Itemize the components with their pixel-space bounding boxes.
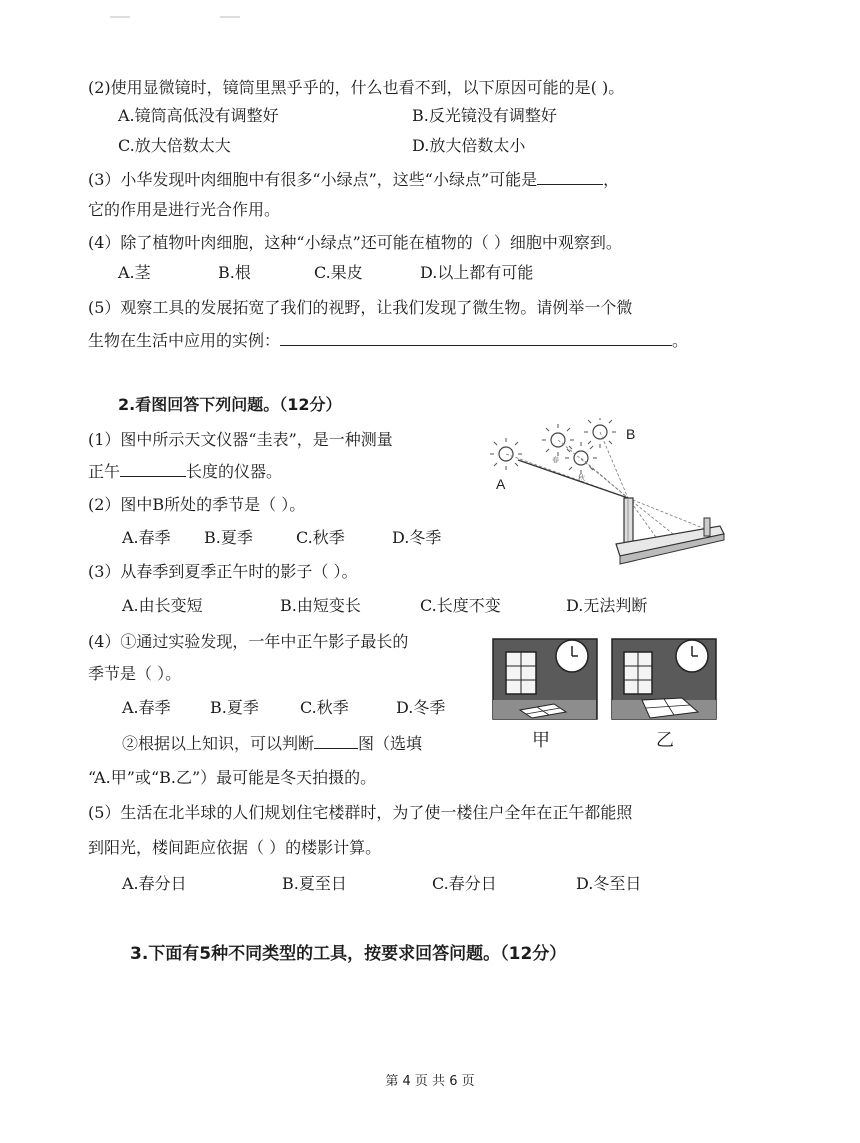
q1-p2-option-a: A.镜筒高低没有调整好: [118, 106, 279, 125]
q2-p4-line3: [122, 734, 422, 754]
q2-p5-option-a: A.春分日: [122, 874, 187, 893]
q2-p2-option-b: B.夏季: [204, 528, 253, 547]
q1-p5-line2-end: 。: [672, 331, 689, 350]
q1-p3-line2: 它的作用是进行光合作用。: [88, 200, 281, 219]
q2-p2-option-a: A.春季: [122, 528, 171, 547]
q1-p5-line1: (5）观察工具的发展拓宽了我们的视野，让我们发现了微生物。请例举一个微: [88, 298, 633, 317]
q2-p5-option-c: C.春分日: [432, 874, 497, 893]
caption-jia: 甲: [532, 730, 550, 751]
q2-p5-option-b: B.夏至日: [282, 874, 347, 893]
q2-p1-line1: (1）图中所示天文仪器“圭表”，是一种测量: [88, 430, 393, 449]
q1-p4-option-b: B.根: [218, 263, 251, 282]
q2-p4-line3-end: 图（选填: [358, 734, 423, 753]
q2-p4-option-c: C.秋季: [300, 698, 349, 717]
q2-p1-answer-blank[interactable]: [120, 462, 186, 477]
gnomon-figure: [488, 418, 728, 568]
q1-p3-answer-blank[interactable]: [537, 170, 603, 185]
caption-yi: 乙: [656, 730, 674, 751]
q1-p2-stem: (2)使用显微镜时，镜筒里黑乎乎的，什么也看不到，以下原因可能的是( )。: [88, 78, 625, 97]
q2-p4-line4: “A.甲”或“B.乙”）最可能是冬天拍摄的。: [88, 768, 377, 787]
q2-p3-option-b: B.由短变长: [280, 596, 361, 615]
q1-p4-option-a: A.茎: [118, 263, 151, 282]
q2-p1-line2: [88, 462, 282, 482]
q2-p3-option-c: C.长度不变: [420, 596, 501, 615]
scan-marks: [110, 4, 250, 7]
q2-p3-stem: (3）从春季到夏季正午时的影子（ ）。: [88, 562, 358, 581]
window-shadow-figure: [492, 638, 722, 751]
q1-p4-stem: (4）除了植物叶肉细胞，这种“小绿点”还可能在植物的（ ）细胞中观察到。: [88, 233, 622, 252]
q2-p4-line3-text: ②根据以上知识，可以判断: [122, 734, 315, 753]
q1-p5-line2-text: 生物在生活中应用的实例：: [88, 331, 281, 350]
q1-p4-option-c: C.果皮: [314, 263, 363, 282]
q2-p2-stem: (2）图中B所处的季节是（ ）。: [88, 495, 306, 514]
q2-p1-line2-end: 长度的仪器。: [186, 462, 283, 481]
q2-p4-option-d: D.冬季: [396, 698, 446, 717]
q2-p4-line1: (4）①通过实验发现，一年中正午影子最长的: [88, 632, 409, 651]
svg-text:秋: 秋: [578, 474, 585, 482]
label-a: A: [496, 476, 506, 492]
q3-title: 3.下面有5种不同类型的工具，按要求回答问题。（12分）: [130, 944, 567, 964]
q1-p5-line2: [88, 331, 688, 351]
q2-title: 2.看图回答下列问题。（12分）: [118, 395, 342, 414]
q1-p2-option-b: B.反光镜没有调整好: [412, 106, 557, 125]
q2-p3-option-a: A.由长变短: [122, 596, 203, 615]
q2-p4-option-a: A.春季: [122, 698, 171, 717]
q2-p2-option-d: D.冬季: [392, 528, 442, 547]
label-b: B: [626, 426, 636, 442]
q2-p1-line2-text: 正午: [88, 462, 121, 481]
q1-p5-answer-blank[interactable]: [280, 331, 672, 346]
q2-p4-answer-blank[interactable]: [314, 734, 358, 749]
panel-jia: [493, 639, 597, 719]
q1-p4-option-d: D.以上都有可能: [420, 263, 534, 282]
q2-p4-option-b: B.夏季: [210, 698, 259, 717]
q2-p4-line2: 季节是（ ）。: [88, 664, 182, 683]
q2-p5-option-d: D.冬至日: [576, 874, 642, 893]
q1-p3-stem-text: (3）小华发现叶肉细胞中有很多“小绿点”，这些“小绿点”可能是: [88, 170, 538, 189]
q1-p3-stem: [88, 170, 619, 190]
svg-text:春: 春: [552, 456, 559, 464]
page-footer: 第 4 页 共 6 页: [385, 1074, 475, 1089]
q2-p2-option-c: C.秋季: [296, 528, 345, 547]
q1-p2-option-c: C.放大倍数太大: [118, 136, 231, 155]
q2-p5-line2: 到阳光，楼间距应依据（ ）的楼影计算。: [88, 838, 382, 857]
q2-p3-option-d: D.无法判断: [566, 596, 648, 615]
panel-yi: [612, 639, 716, 719]
q1-p3-stem-end: ，: [603, 170, 620, 189]
q1-p2-option-d: D.放大倍数太小: [412, 136, 526, 155]
q2-p5-line1: (5）生活在北半球的人们规划住宅楼群时，为了使一楼住户全年在正午都能照: [88, 803, 633, 822]
